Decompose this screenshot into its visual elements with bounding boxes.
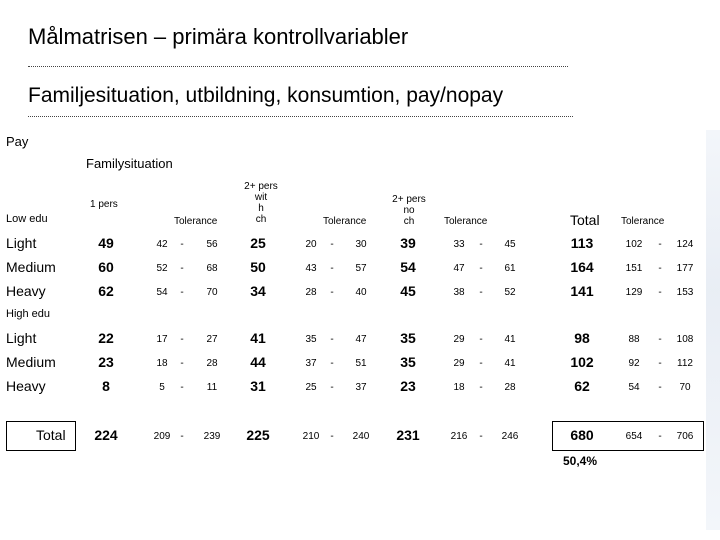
table-row-tolerance-high: 61: [504, 263, 516, 274]
table-row-value: 44: [250, 354, 266, 370]
table-row-value: 8: [102, 378, 110, 394]
education-group-label: High edu: [6, 308, 51, 320]
tolerance-dash: -: [479, 287, 483, 298]
table-row-tolerance-low: 5: [159, 382, 165, 393]
total-row-tolerance-high: 246: [501, 431, 519, 442]
table-row-tolerance-high: 45: [504, 239, 516, 250]
table-row-tolerance-low: 43: [305, 263, 317, 274]
table-row-tolerance-high: 30: [355, 239, 367, 250]
table-row-tolerance-high: 124: [676, 239, 694, 250]
slide-title: Målmatrisen – primära kontrollvariabler: [28, 24, 409, 49]
header-tolerance-3: Tolerance: [444, 216, 488, 227]
total-row-tolerance-high: 706: [676, 431, 694, 442]
table-row-value: 23: [98, 354, 114, 370]
total-percent: 50,4%: [563, 454, 598, 468]
header-2-pers-no-children: [388, 194, 430, 227]
header-line: ch: [255, 214, 267, 225]
tolerance-dash: -: [330, 382, 334, 393]
total-row-tolerance-high: 239: [203, 431, 221, 442]
table-row-tolerance-high: 28: [504, 382, 516, 393]
table-row-value: 23: [400, 378, 416, 394]
table-row-tolerance-low: 29: [453, 334, 465, 345]
header-line: 2+ pers: [392, 194, 426, 205]
table-row-tolerance-high: 57: [355, 263, 367, 274]
header-line: wit: [254, 192, 268, 203]
table-row-tolerance-low: 25: [305, 382, 317, 393]
header-tolerance-4: Tolerance: [621, 216, 665, 227]
table-row-tolerance-high: 11: [206, 382, 218, 393]
tolerance-dash: -: [330, 263, 334, 274]
table-row-tolerance-low: 28: [305, 287, 317, 298]
table-row-label: Light: [6, 330, 37, 346]
tolerance-dash: -: [180, 334, 184, 345]
pay-label: Pay: [6, 134, 29, 149]
total-row-tolerance-low: 654: [625, 431, 643, 442]
table-row-label: Heavy: [6, 378, 46, 394]
tolerance-dash: -: [479, 239, 483, 250]
slide-subtitle: Familjesituation, utbildning, konsumtion, pay/nopay: [28, 84, 504, 107]
table-row-tolerance-low: 18: [453, 382, 465, 393]
total-row-value: 680: [570, 427, 594, 443]
table-row-value: 54: [400, 259, 416, 275]
table-row-tolerance-low: 29: [453, 358, 465, 369]
table-row-label: Light: [6, 235, 37, 251]
table-row-value: 98: [574, 330, 590, 346]
table-row-tolerance-high: 41: [504, 358, 516, 369]
table-row-tolerance-low: 17: [156, 334, 168, 345]
tolerance-dash: -: [658, 263, 662, 274]
table-row-value: 25: [250, 235, 266, 251]
tolerance-dash: -: [330, 334, 334, 345]
tolerance-dash: -: [479, 334, 483, 345]
education-group-label: Low edu: [6, 213, 48, 225]
table-row-label: Heavy: [6, 283, 46, 299]
table-row-value: 35: [400, 330, 416, 346]
table-row-tolerance-low: 129: [625, 287, 643, 298]
table-row-tolerance-low: 33: [453, 239, 465, 250]
tolerance-dash: -: [180, 431, 184, 442]
header-total: Total: [570, 212, 600, 228]
tolerance-dash: -: [180, 358, 184, 369]
header-line: ch: [403, 216, 415, 227]
table-row-value: 22: [98, 330, 114, 346]
table-row-value: 50: [250, 259, 266, 275]
total-row-value: 224: [94, 427, 118, 443]
table-row-tolerance-high: 112: [677, 358, 693, 369]
table-row-tolerance-high: 70: [679, 382, 691, 393]
table-row-tolerance-high: 68: [206, 263, 218, 274]
table-row-tolerance-high: 37: [355, 382, 367, 393]
tolerance-dash: -: [330, 431, 334, 442]
table-row-value: 35: [400, 354, 416, 370]
subtitle-divider: [28, 116, 573, 117]
header-tolerance-2: Tolerance: [323, 216, 367, 227]
table-row-tolerance-high: 40: [355, 287, 367, 298]
decorative-side-bar: [706, 130, 720, 530]
table-row-tolerance-low: 35: [305, 334, 317, 345]
table-row-tolerance-low: 54: [628, 382, 640, 393]
table-row-value: 31: [250, 378, 266, 394]
total-row-value: 225: [246, 427, 270, 443]
total-row-label: Total: [36, 427, 66, 443]
table-row-tolerance-high: 27: [206, 334, 218, 345]
table-row-value: 62: [98, 283, 114, 299]
tolerance-dash: -: [180, 263, 184, 274]
table-row-value: 49: [98, 235, 114, 251]
tolerance-dash: -: [330, 239, 334, 250]
tolerance-dash: -: [180, 382, 184, 393]
table-row-tolerance-low: 102: [625, 239, 643, 250]
table-row-tolerance-high: 52: [504, 287, 516, 298]
tolerance-dash: -: [479, 263, 483, 274]
table-row-tolerance-high: 47: [355, 334, 367, 345]
tolerance-dash: -: [330, 358, 334, 369]
header-2-pers-with-children: [238, 181, 284, 225]
total-row-tolerance-low: 216: [450, 431, 468, 442]
table-row-tolerance-low: 151: [625, 263, 643, 274]
table-row-value: 45: [400, 283, 416, 299]
table-row-tolerance-low: 54: [156, 287, 168, 298]
tolerance-dash: -: [658, 334, 662, 345]
table-row-tolerance-low: 38: [453, 287, 465, 298]
total-row-value: 231: [396, 427, 420, 443]
table-row-tolerance-high: 56: [206, 239, 218, 250]
tolerance-dash: -: [658, 287, 662, 298]
table-row-tolerance-low: 92: [628, 358, 640, 369]
table-row-label: Medium: [6, 259, 56, 275]
table-row-value: 141: [570, 283, 594, 299]
table-row-tolerance-high: 41: [504, 334, 516, 345]
table-row-tolerance-low: 52: [156, 263, 168, 274]
tolerance-dash: -: [658, 431, 662, 442]
tolerance-dash: -: [479, 358, 483, 369]
tolerance-dash: -: [479, 431, 483, 442]
header-1-pers: 1 pers: [90, 199, 118, 210]
table-row-tolerance-low: 47: [453, 263, 465, 274]
table-row-tolerance-high: 70: [206, 287, 218, 298]
tolerance-dash: -: [479, 382, 483, 393]
tolerance-dash: -: [180, 239, 184, 250]
table-row-value: 60: [98, 259, 114, 275]
table-row-label: Medium: [6, 354, 56, 370]
table-row-value: 62: [574, 378, 590, 394]
table-row-value: 113: [570, 235, 594, 251]
table-row-tolerance-low: 20: [305, 239, 317, 250]
tolerance-dash: -: [658, 358, 662, 369]
total-row-tolerance-low: 210: [302, 431, 320, 442]
header-line: no: [403, 205, 415, 216]
table-row-value: 41: [250, 330, 266, 346]
tolerance-dash: -: [658, 382, 662, 393]
tolerance-dash: -: [180, 287, 184, 298]
title-divider: [28, 66, 568, 67]
header-line: 2+ pers: [244, 181, 278, 192]
total-row-tolerance-high: 240: [352, 431, 370, 442]
header-tolerance-1: Tolerance: [174, 216, 218, 227]
table-row-value: 39: [400, 235, 416, 251]
table-row-tolerance-low: 37: [305, 358, 317, 369]
tolerance-dash: -: [330, 287, 334, 298]
tolerance-dash: -: [658, 239, 662, 250]
table-row-tolerance-low: 18: [156, 358, 168, 369]
table-row-value: 34: [250, 283, 266, 299]
table-row-tolerance-low: 42: [156, 239, 168, 250]
table-row-tolerance-high: 177: [676, 263, 694, 274]
table-row-value: 102: [570, 354, 594, 370]
table-row-tolerance-high: 28: [206, 358, 218, 369]
table-row-tolerance-high: 153: [676, 287, 694, 298]
total-row-tolerance-low: 209: [153, 431, 171, 442]
header-line: h: [258, 203, 264, 214]
table-row-tolerance-high: 108: [676, 334, 694, 345]
family-situation-label: Familysituation: [86, 156, 173, 171]
table-row-tolerance-low: 88: [628, 334, 640, 345]
table-row-tolerance-high: 51: [355, 358, 367, 369]
table-row-value: 164: [570, 259, 594, 275]
